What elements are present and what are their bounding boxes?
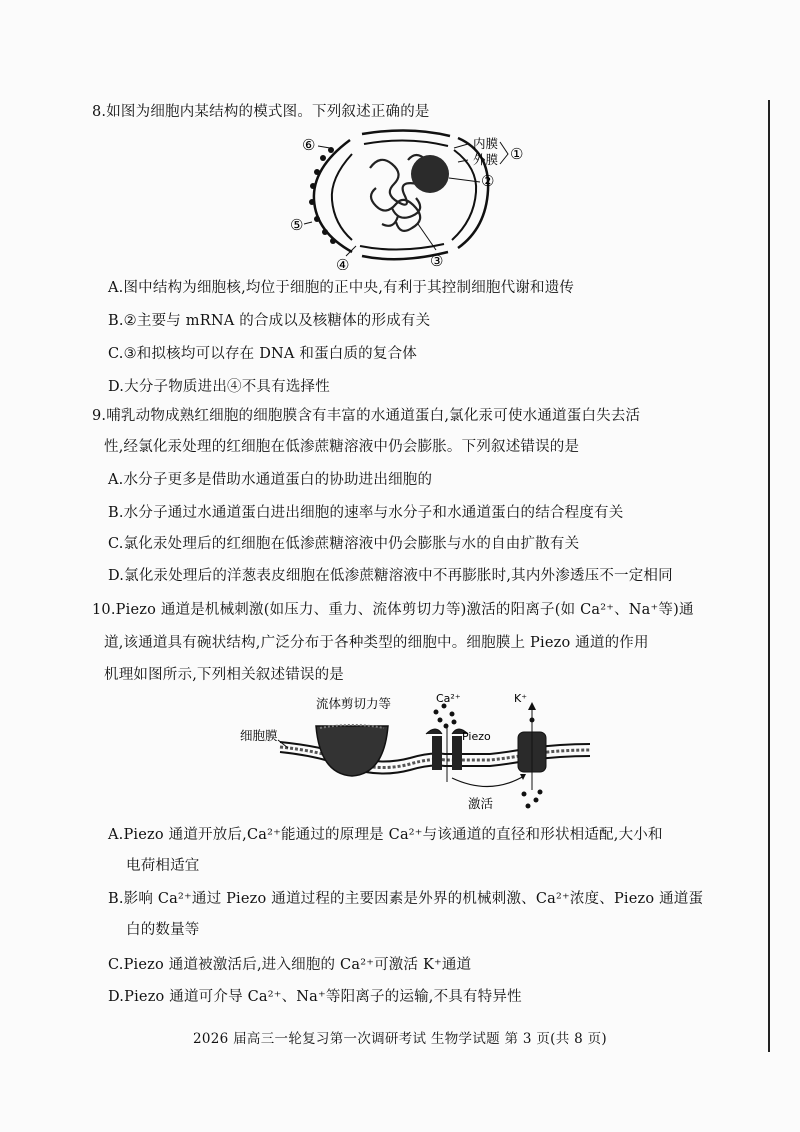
q8-option-a: A.图中结构为细胞核,均位于细胞的正中央,有利于其控制细胞代谢和遗传: [108, 280, 575, 296]
label-5: ⑤: [290, 216, 304, 234]
label-outer-membrane: 外膜: [473, 152, 499, 167]
q10-option-a-line2: 电荷相适宜: [126, 858, 200, 874]
q10-stem-line1: 10.Piezo 通道是机械刺激(如压力、重力、流体剪切力等)激活的阳离子(如 Ca²⁺、Na⁺等)通: [92, 602, 694, 618]
q10-option-d: D.Piezo 通道可介导 Ca²⁺、Na⁺等阳离子的运输,不具有特异性: [108, 989, 522, 1005]
q10-stem-line3: 机理如图所示,下列相关叙述错误的是: [104, 667, 345, 683]
q9-option-d: D.氯化汞处理后的洋葱表皮细胞在低渗蔗糖溶液中不再膨胀时,其内外渗透压不一定相同: [108, 568, 673, 584]
label-piezo: Piezo: [462, 730, 491, 743]
label-6: ⑥: [302, 136, 316, 154]
q10-option-c: C.Piezo 通道被激活后,进入细胞的 Ca²⁺可激活 K⁺通道: [108, 957, 472, 973]
q8-option-c: C.③和拟核均可以存在 DNA 和蛋白质的复合体: [108, 346, 417, 362]
q8-option-d: D.大分子物质进出④不具有选择性: [108, 379, 330, 395]
page-footer: 2026 届高三一轮复习第一次调研考试 生物学试题 第 3 页(共 8 页): [192, 1031, 607, 1047]
q9-option-a: A.水分子更多是借助水通道蛋白的协助进出细胞的: [108, 472, 433, 488]
label-shear-force: 流体剪切力等: [316, 696, 392, 711]
label-3: ③: [430, 252, 444, 270]
q9-stem-line1: 9.哺乳动物成熟红细胞的细胞膜含有丰富的水通道蛋白,氯化汞可使水通道蛋白失去活: [92, 408, 641, 424]
q8-stem: 8.如图为细胞内某结构的模式图。下列叙述正确的是: [92, 104, 430, 120]
label-k: K⁺: [514, 692, 528, 705]
q9-stem-line2: 性,经氯化汞处理的红细胞在低渗蔗糖溶液中仍会膨胀。下列叙述错误的是: [104, 439, 580, 455]
q8-option-b: B.②主要与 mRNA 的合成以及核糖体的形成有关: [108, 313, 431, 329]
label-inner-membrane: 内膜: [473, 136, 499, 151]
label-2: ②: [481, 172, 495, 190]
label-activate: 激活: [468, 796, 494, 811]
label-ca: Ca²⁺: [436, 692, 461, 705]
q10-option-b-line1: B.影响 Ca²⁺通过 Piezo 通道过程的主要因素是外界的机械刺激、Ca²⁺浓度、Piezo 通道蛋: [108, 891, 704, 907]
q9-option-c: C.氯化汞处理后的红细胞在低渗蔗糖溶液中仍会膨胀与水的自由扩散有关: [108, 536, 580, 552]
q10-stem-line2: 道,该通道具有碗状结构,广泛分布于各种类型的细胞中。细胞膜上 Piezo 通道的作用: [104, 635, 649, 651]
q8-nucleus-figure: [290, 128, 540, 270]
q10-piezo-figure: [240, 690, 600, 815]
label-membrane: 细胞膜: [240, 728, 278, 743]
label-1: ①: [510, 145, 524, 163]
q10-option-a-line1: A.Piezo 通道开放后,Ca²⁺能通过的原理是 Ca²⁺与该通道的直径和形状相适配,大小和: [108, 827, 663, 843]
q9-option-b: B.水分子通过水通道蛋白进出细胞的速率与水分子和水通道蛋白的结合程度有关: [108, 505, 624, 521]
page-right-border: [768, 100, 770, 1052]
label-4: ④: [336, 256, 350, 270]
q10-option-b-line2: 白的数量等: [126, 922, 200, 938]
